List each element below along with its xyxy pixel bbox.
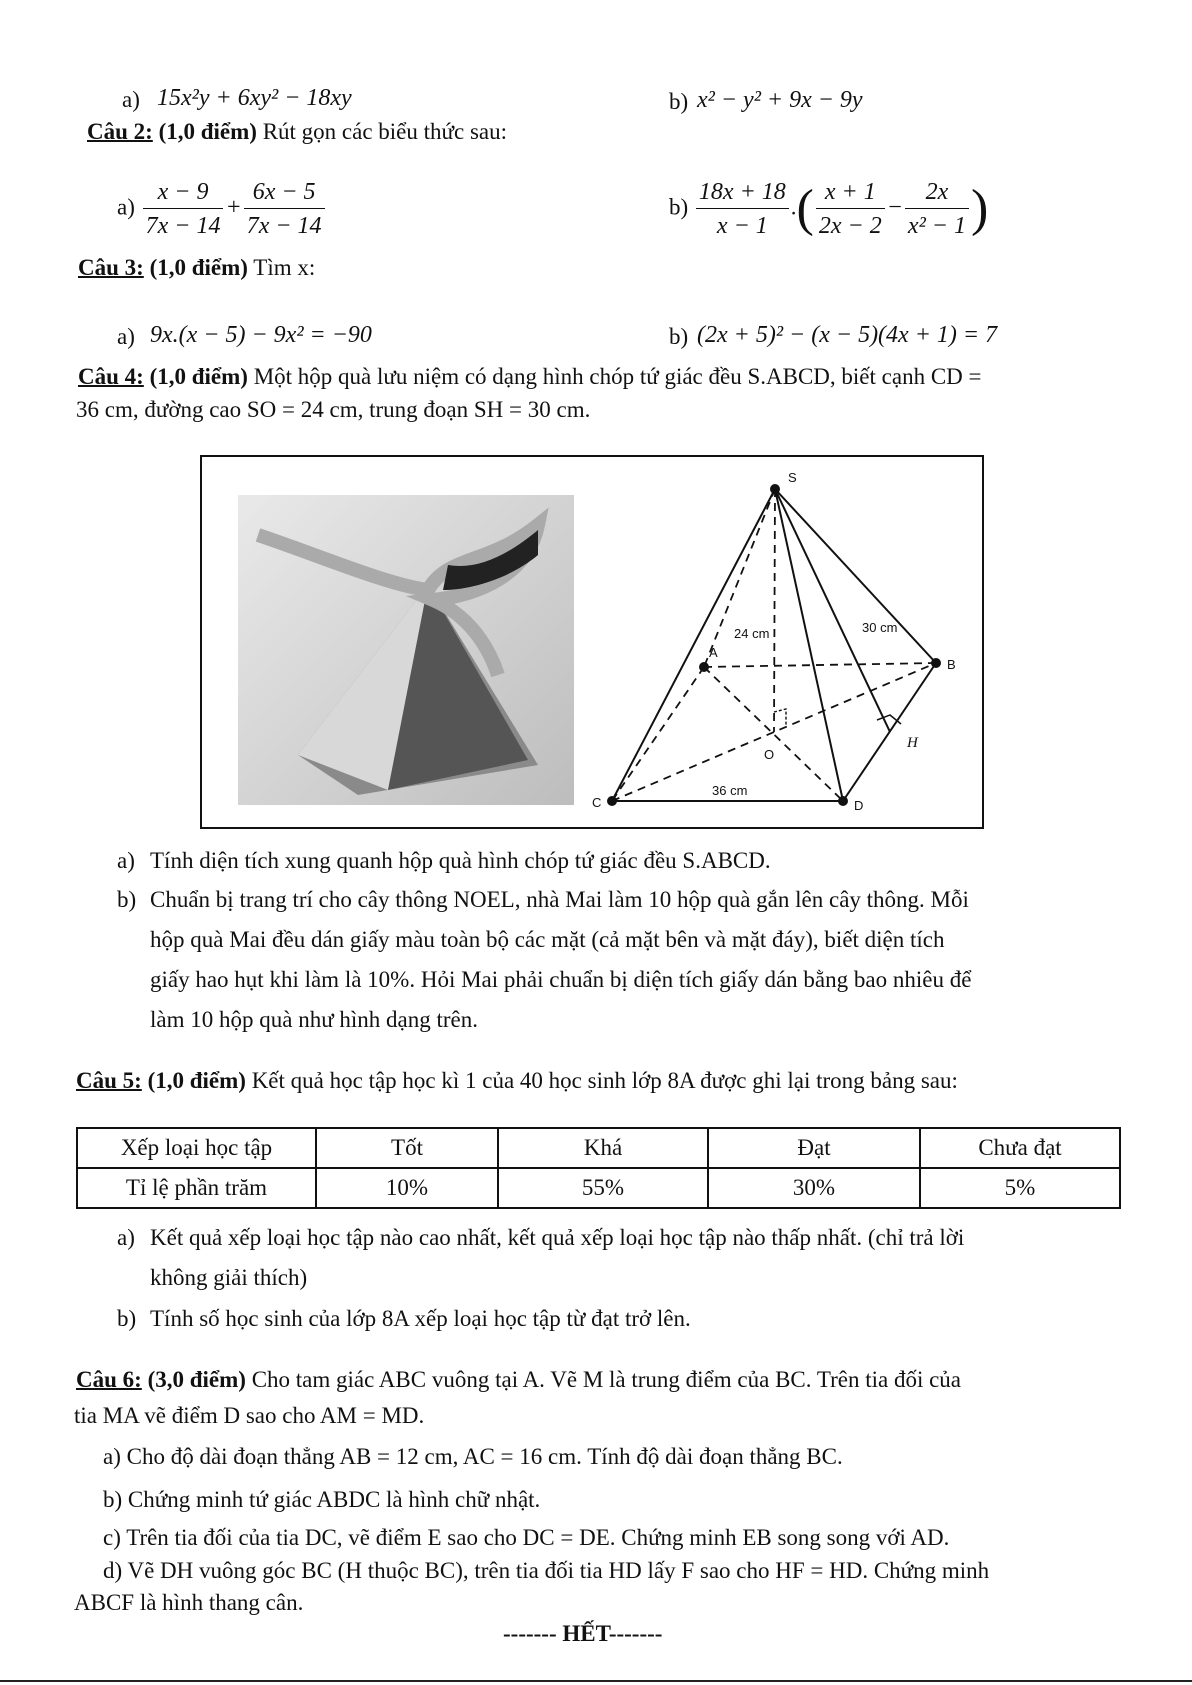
label-sh-length: 30 cm (862, 620, 898, 635)
bottom-rule (0, 1680, 1192, 1682)
q4-b-line-4: làm 10 hộp quà như hình dạng trên. (150, 1007, 479, 1032)
q6-heading (76, 1368, 961, 1391)
q2-a-label: a) (117, 194, 135, 220)
point-c (607, 796, 617, 806)
q4-b-line-3: giấy hao hụt khi làm là 10%. Hỏi Mai phải chuẩn bị diện tích giấy dán bằng bao nhiêu để (150, 967, 972, 992)
denominator: x² − 1 (907, 213, 966, 239)
q5-text: Kết quả học tập học kì 1 của 40 học sinh lớp 8A được ghi lại trong bảng sau: (245, 1068, 958, 1093)
q4-points: (1,0 điểm) (149, 364, 248, 389)
q1-a-expression: 15x²y + 6xy² − 18xy (157, 85, 352, 111)
fraction (816, 180, 885, 238)
table-cell: 5% (920, 1168, 1120, 1208)
q3-points: (1,0 điểm) (149, 255, 248, 280)
q4-heading (78, 365, 982, 388)
q6-a: a) Cho độ dài đoạn thẳng AB = 12 cm, AC = 16 cm. Tính độ dài đoạn thẳng BC. (103, 1444, 843, 1469)
end-marker: ------- HẾT------- (503, 1621, 663, 1646)
table-cell: 10% (316, 1168, 498, 1208)
numerator: x − 9 (143, 180, 224, 209)
table-cell: Tốt (316, 1128, 498, 1168)
q6-points: (3,0 điểm) (147, 1367, 246, 1392)
q4-text-2: 36 cm, đường cao SO = 24 cm, trung đoạn SH = 30 cm. (76, 397, 591, 422)
q6-title: Câu 6: (76, 1367, 142, 1392)
q5-a-label: a) (117, 1225, 135, 1250)
q2-title: Câu 2: (87, 119, 153, 144)
q6-d-line-1: d) Vẽ DH vuông góc BC (H thuộc BC), trên tia đối tia HD lấy F sao cho HF = HD. Chứng minh (103, 1558, 990, 1583)
label-h: H (907, 735, 918, 751)
denominator: x − 1 (716, 213, 768, 239)
label-a: A (709, 645, 718, 660)
table-cell: Tỉ lệ phần trăm (77, 1168, 316, 1208)
figure-box (200, 455, 984, 829)
q2-b-label: b) (669, 194, 689, 220)
q3-b-label: b) (669, 324, 689, 349)
q5-title: Câu 5: (76, 1068, 142, 1093)
results-table (76, 1127, 1121, 1209)
fraction (244, 180, 325, 238)
operator: − (886, 194, 903, 221)
q6-text: Cho tam giác ABC vuông tại A. Vẽ M là trung điểm của BC. Trên tia đối của (245, 1367, 962, 1392)
denominator: 7x − 14 (246, 213, 322, 239)
label-d: D (854, 798, 864, 813)
denominator: 7x − 14 (145, 213, 221, 239)
label-b: B (947, 657, 956, 672)
q4-a-text: Tính diện tích xung quanh hộp quà hình chóp tứ giác đều S.ABCD. (150, 848, 771, 873)
q6-d-line-2: ABCF là hình thang cân. (74, 1590, 304, 1615)
q1-a-label: a) (122, 87, 140, 112)
q1-b-label: b) (669, 89, 689, 114)
edge-sb (775, 489, 936, 663)
q2-heading (87, 120, 507, 143)
table-header-row (77, 1128, 1120, 1168)
point-d (838, 796, 848, 806)
point-a (699, 662, 709, 672)
table-cell: Xếp loại học tập (77, 1128, 316, 1168)
numerator: 2x (905, 180, 969, 209)
edge-ab (704, 663, 936, 667)
numerator: 18x + 18 (696, 180, 789, 209)
operator: + (225, 194, 242, 221)
label-c: C (592, 795, 602, 810)
operator: . (790, 194, 797, 220)
denominator: 2x − 2 (818, 213, 882, 239)
q5-points: (1,0 điểm) (147, 1068, 246, 1093)
q6-c: c) Trên tia đối của tia DC, vẽ điểm E sao cho DC = DE. Chứng minh EB song song với AD. (103, 1525, 950, 1550)
q5-heading (76, 1069, 958, 1092)
q2-b: b) $\frac{18x + 18}{x - 1}$ .( $\frac{x + 1}{2x - 2}$ − $\frac{2x}{\text{x² − 1}}$ ) (669, 179, 989, 239)
height-so (774, 489, 775, 732)
label-s: S (788, 470, 797, 485)
numerator: 6x − 5 (244, 180, 325, 209)
q6-b: b) Chứng minh tứ giác ABDC là hình chữ nhật. (103, 1487, 541, 1512)
q4-text: Một hộp quà lưu niệm có dạng hình chóp tứ giác đều S.ABCD, biết cạnh CD = (247, 364, 982, 389)
q3-heading (78, 256, 315, 279)
label-so-length: 24 cm (734, 626, 770, 641)
table-cell: Đạt (708, 1128, 920, 1168)
q3-a-label: a) (117, 324, 135, 349)
numerator: x + 1 (816, 180, 885, 209)
pyramid-diagram (202, 457, 986, 831)
table-cell: Khá (498, 1128, 708, 1168)
q5-a-line-1: Kết quả xếp loại học tập nào cao nhất, kết quả xếp loại học tập nào thấp nhất. (chỉ trả lời (150, 1225, 965, 1250)
label-cd-length: 36 cm (712, 783, 748, 798)
q4-b-label: b) (117, 887, 137, 912)
q6-text-2: tia MA vẽ điểm D sao cho AM = MD. (74, 1403, 425, 1428)
q5-b-label: b) (117, 1306, 137, 1331)
q4-title: Câu 4: (78, 364, 144, 389)
q4-b-line-1: Chuẩn bị trang trí cho cây thông NOEL, nhà Mai làm 10 hộp quà gắn lên cây thông. Mỗi (150, 887, 969, 912)
fraction (905, 180, 969, 238)
q5-a-line-2: không giải thích) (150, 1265, 308, 1290)
table-row (77, 1168, 1120, 1208)
q3-b-expression: (2x + 5)² − (x − 5)(4x + 1) = 7 (697, 322, 998, 348)
edge-ac (612, 667, 704, 801)
q4-a-label: a) (117, 848, 135, 873)
q2-text: Rút gọn các biểu thức sau: (256, 119, 508, 144)
q3-title: Câu 3: (78, 255, 144, 280)
edge-sd (775, 489, 843, 801)
q3-text: Tìm x: (247, 255, 316, 280)
table-cell: 30% (708, 1168, 920, 1208)
point-s (770, 484, 780, 494)
label-o: O (764, 747, 775, 762)
q4-b-line-2: hộp quà Mai đều dán giấy màu toàn bộ các mặt (cả mặt bên và mặt đáy), biết diện tích (150, 927, 945, 952)
q3-a-expression: 9x.(x − 5) − 9x² = −90 (150, 322, 372, 348)
right-angle-o (774, 709, 786, 727)
edge-sc (612, 489, 775, 801)
fraction (696, 180, 789, 238)
table-cell: Chưa đạt (920, 1128, 1120, 1168)
q5-b-text: Tính số học sinh của lớp 8A xếp loại học tập từ đạt trở lên. (150, 1306, 691, 1331)
q2-a (117, 180, 327, 238)
table-cell: 55% (498, 1168, 708, 1208)
point-b (931, 658, 941, 668)
fraction (143, 180, 224, 238)
apothem-sh (775, 489, 890, 732)
q2-points: (1,0 điểm) (158, 119, 257, 144)
q1-b-expression: x² − y² + 9x − 9y (697, 87, 863, 113)
